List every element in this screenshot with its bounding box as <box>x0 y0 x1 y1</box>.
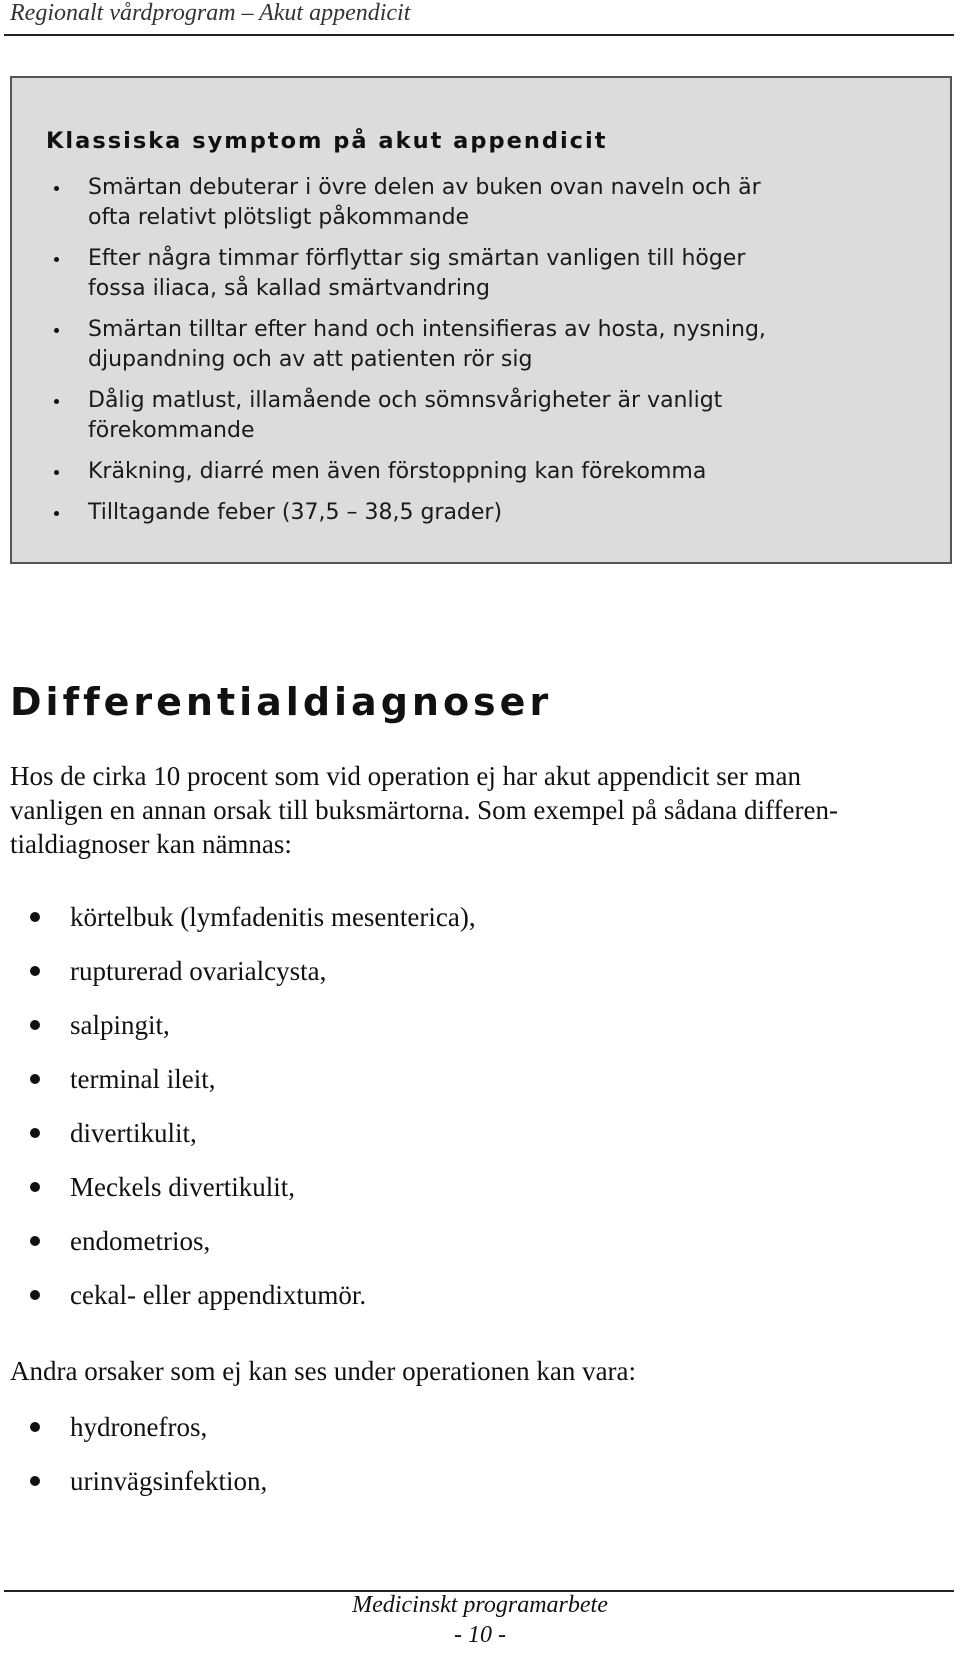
bullet-icon <box>30 1020 40 1030</box>
symptom-item <box>12 173 912 233</box>
bullet-icon <box>54 511 59 516</box>
other-causes-list <box>0 1400 267 1508</box>
bullet-icon <box>30 1128 40 1138</box>
bullet-icon <box>30 1290 40 1300</box>
symptom-line: djupandning och av att patienten rör sig <box>88 347 533 372</box>
intro-line: Hos de cirka 10 procent som vid operation ej har akut appendicit ser man <box>10 761 802 791</box>
running-header: Regionalt vårdprogram – Akut appendicit <box>10 0 411 26</box>
diagnosis-text: cekal- eller appendixtumör. <box>70 1280 367 1310</box>
symptom-item <box>12 457 912 487</box>
diagnosis-text: endometrios, <box>70 1226 211 1256</box>
intro-paragraph <box>10 759 910 861</box>
header-rule <box>4 34 954 36</box>
bullet-icon <box>54 257 59 262</box>
symptom-line: Kräkning, diarré men även förstoppning kan förekomma <box>88 459 707 484</box>
page-number: - 10 - <box>454 1622 506 1648</box>
list-item <box>0 944 476 998</box>
diagnosis-text: Meckels divertikulit, <box>70 1172 295 1202</box>
other-causes-intro: Andra orsaker som ej kan ses under operationen kan vara: <box>10 1356 637 1386</box>
diagnosis-text: körtelbuk (lymfadenitis mesenterica), <box>70 902 476 932</box>
symptom-line: ofta relativt plötsligt påkommande <box>88 205 470 230</box>
list-item <box>0 1214 476 1268</box>
diagnosis-text: rupturerad ovarialcysta, <box>70 956 327 986</box>
bullet-icon <box>30 1236 40 1246</box>
symptom-line: Dålig matlust, illamående och sömnsvårigheter är vanligt <box>88 388 723 413</box>
symptom-line: Efter några timmar förflyttar sig smärtan vanligen till höger <box>88 246 746 271</box>
symptom-line: Smärtan tilltar efter hand och intensifieras av hosta, nysning, <box>88 317 766 342</box>
list-item <box>0 890 476 944</box>
bullet-icon <box>30 1182 40 1192</box>
bullet-icon <box>30 966 40 976</box>
diagnosis-list <box>0 890 476 1322</box>
list-item <box>0 1268 476 1322</box>
section-heading: Differentialdiagnoser <box>10 680 553 724</box>
bullet-icon <box>54 399 59 404</box>
footer-text: Medicinskt programarbete <box>352 1592 608 1618</box>
bullet-icon <box>30 1476 40 1486</box>
diagnosis-text: terminal ileit, <box>70 1064 216 1094</box>
intro-line: tialdiagnoser kan nämnas: <box>10 829 292 859</box>
symptom-item <box>12 386 912 446</box>
bullet-icon <box>30 1074 40 1084</box>
symptom-item <box>12 498 912 528</box>
symptom-line: Tilltagande feber (37,5 – 38,5 grader) <box>88 500 503 525</box>
symptom-box-title: Klassiska symptom på akut appendicit <box>46 128 608 154</box>
bullet-icon <box>54 470 59 475</box>
list-item <box>0 1106 476 1160</box>
symptom-box <box>10 76 952 564</box>
cause-text: hydronefros, <box>70 1412 208 1442</box>
symptom-item <box>12 244 912 304</box>
symptom-line: Smärtan debuterar i övre delen av buken ovan naveln och är <box>88 175 761 200</box>
bullet-icon <box>30 1422 40 1432</box>
diagnosis-text: divertikulit, <box>70 1118 197 1148</box>
list-item <box>0 998 476 1052</box>
list-item <box>0 1052 476 1106</box>
list-item <box>0 1160 476 1214</box>
symptom-line: fossa iliaca, så kallad smärtvandring <box>88 276 490 301</box>
diagnosis-text: salpingit, <box>70 1010 170 1040</box>
bullet-icon <box>30 912 40 922</box>
symptom-item <box>12 315 912 375</box>
cause-text: urinvägsinfektion, <box>70 1466 268 1496</box>
list-item <box>0 1400 267 1454</box>
list-item <box>0 1454 267 1508</box>
bullet-icon <box>54 328 59 333</box>
symptom-line: förekommande <box>88 418 255 443</box>
symptom-list <box>12 173 912 539</box>
intro-line: vanligen en annan orsak till buksmärtorna. Som exempel på sådana differen- <box>10 795 838 825</box>
bullet-icon <box>54 186 59 191</box>
